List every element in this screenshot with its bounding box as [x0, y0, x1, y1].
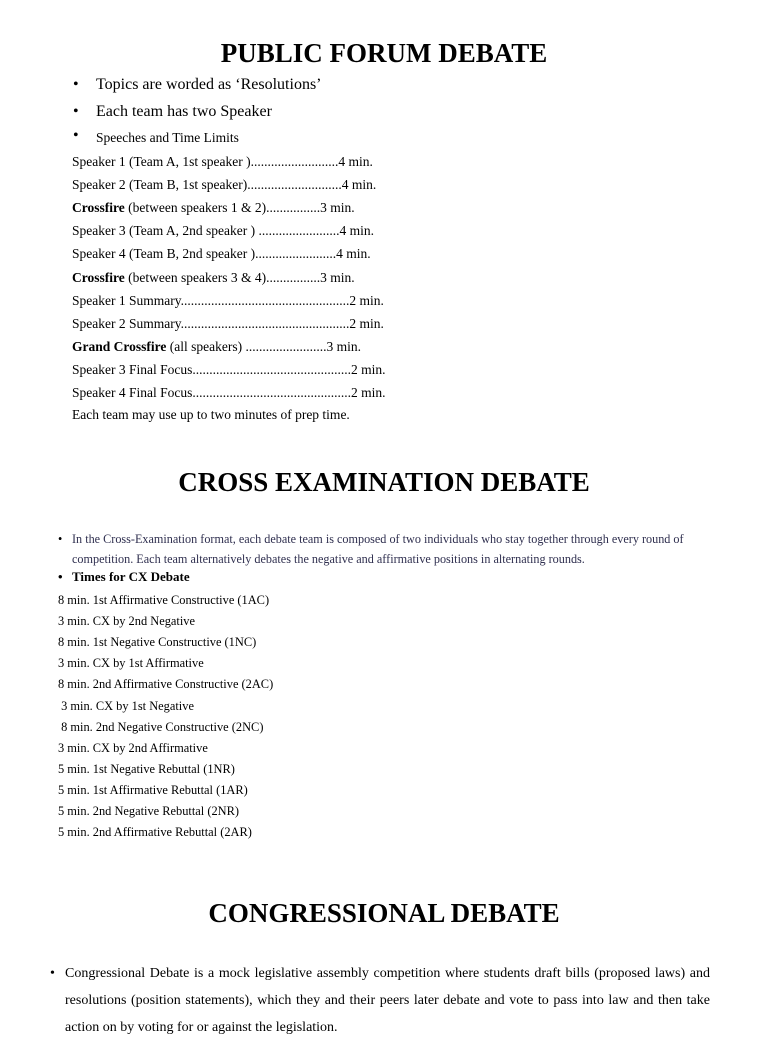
pf-schedule-text: (between speakers 1 & 2)................3 min. — [124, 200, 355, 216]
cx-times-heading-text: Times for CX Debate — [72, 569, 190, 584]
pf-schedule-row — [72, 361, 386, 379]
bullet-icon: • — [58, 532, 63, 546]
pf-schedule-bold: Crossfire — [72, 269, 125, 285]
bullet-icon: • — [50, 966, 55, 981]
pf-schedule-text: Speaker 2 (Team B, 1st speaker)............................4 min. — [72, 177, 377, 193]
bullet-icon: • — [73, 127, 79, 144]
cross-examination-title: CROSS EXAMINATION DEBATE — [178, 467, 590, 497]
pf-schedule-text: (all speakers) ........................3 min. — [166, 338, 361, 354]
cx-time-row: 5 min. 2nd Affirmative Rebuttal (2AR) — [58, 825, 252, 840]
pf-schedule-bold: Crossfire — [72, 200, 125, 216]
pf-schedule-row — [72, 199, 355, 217]
public-forum-title: PUBLIC FORUM DEBATE — [220, 38, 548, 68]
pf-schedule-text: Speaker 4 (Team B, 2nd speaker )........................4 min. — [72, 246, 371, 262]
pf-bullet-text: Topics are worded as ‘Resolutions’ — [96, 76, 322, 93]
cx-time-row: 8 min. 1st Negative Constructive (1NC) — [58, 635, 257, 650]
pf-schedule-text: (between speakers 3 & 4)................3 min. — [124, 269, 355, 285]
pf-schedule-row — [72, 338, 361, 356]
pf-schedule-text: Speaker 3 (Team A, 2nd speaker ) ........................4 min. — [72, 223, 374, 239]
pf-schedule-row — [72, 176, 376, 194]
cx-time-row: 3 min. CX by 1st Negative — [58, 698, 194, 713]
bullet-icon: • — [73, 103, 79, 120]
pf-prep-time: Each team may use up to two minutes of prep time. — [72, 407, 350, 422]
pf-schedule-row — [72, 153, 373, 171]
pf-schedule-row — [72, 292, 384, 310]
pf-schedule-row — [72, 245, 371, 263]
pf-schedule-row — [72, 269, 355, 287]
cx-time-row: 8 min. 1st Affirmative Constructive (1AC) — [58, 593, 270, 607]
pf-schedule-row — [72, 384, 386, 402]
pf-schedule-text: Speaker 3 Final Focus...............................................2 min. — [72, 361, 386, 377]
cx-time-row: 5 min. 2nd Negative Rebuttal (2NR) — [58, 804, 240, 818]
pf-schedule-text: Speaker 2 Summary..................................................2 min. — [72, 315, 384, 331]
cx-time-row: 8 min. 2nd Affirmative Constructive (2AC) — [58, 677, 274, 692]
congressional-text: Congressional Debate is a mock legislative assembly competition where students draft bills (proposed laws) and resolutions (position statements), which they and their peers later debate and vote to pass into law and then take action on by voting for or against the legislation. — [65, 966, 710, 1035]
pf-schedule-text: Speaker 4 Final Focus...............................................2 min. — [72, 385, 386, 400]
pf-bullet-text: Speeches and Time Limits — [96, 130, 239, 145]
pf-schedule-row — [72, 222, 374, 240]
cx-time-row: 3 min. CX by 2nd Affirmative — [58, 740, 208, 755]
pf-bullet-text: Each team has two Speaker — [96, 103, 272, 120]
pf-schedule-text: Speaker 1 Summary..................................................2 min. — [72, 292, 384, 308]
cx-intro-text: In the Cross-Examination format, each debate team is composed of two individuals who stay together through every round of competition. Each team alternatively debates the negative and affirmative positions in alternating rounds. — [72, 532, 684, 566]
pf-schedule-row — [72, 315, 384, 333]
bullet-icon: • — [73, 76, 79, 93]
cx-time-row: 5 min. 1st Affirmative Rebuttal (1AR) — [58, 782, 248, 797]
cx-time-row: 3 min. CX by 1st Affirmative — [58, 656, 204, 671]
cx-time-row: 3 min. CX by 2nd Negative — [58, 614, 195, 629]
cx-time-row: 5 min. 1st Negative Rebuttal (1NR) — [58, 761, 235, 776]
congressional-title: CONGRESSIONAL DEBATE — [208, 898, 560, 928]
pf-schedule-text: Speaker 1 (Team A, 1st speaker )..........................4 min. — [72, 154, 373, 169]
pf-schedule-bold: Grand Crossfire — [72, 338, 167, 354]
bullet-icon: • — [58, 569, 63, 584]
cx-time-row: 8 min. 2nd Negative Constructive (2NC) — [58, 719, 264, 734]
